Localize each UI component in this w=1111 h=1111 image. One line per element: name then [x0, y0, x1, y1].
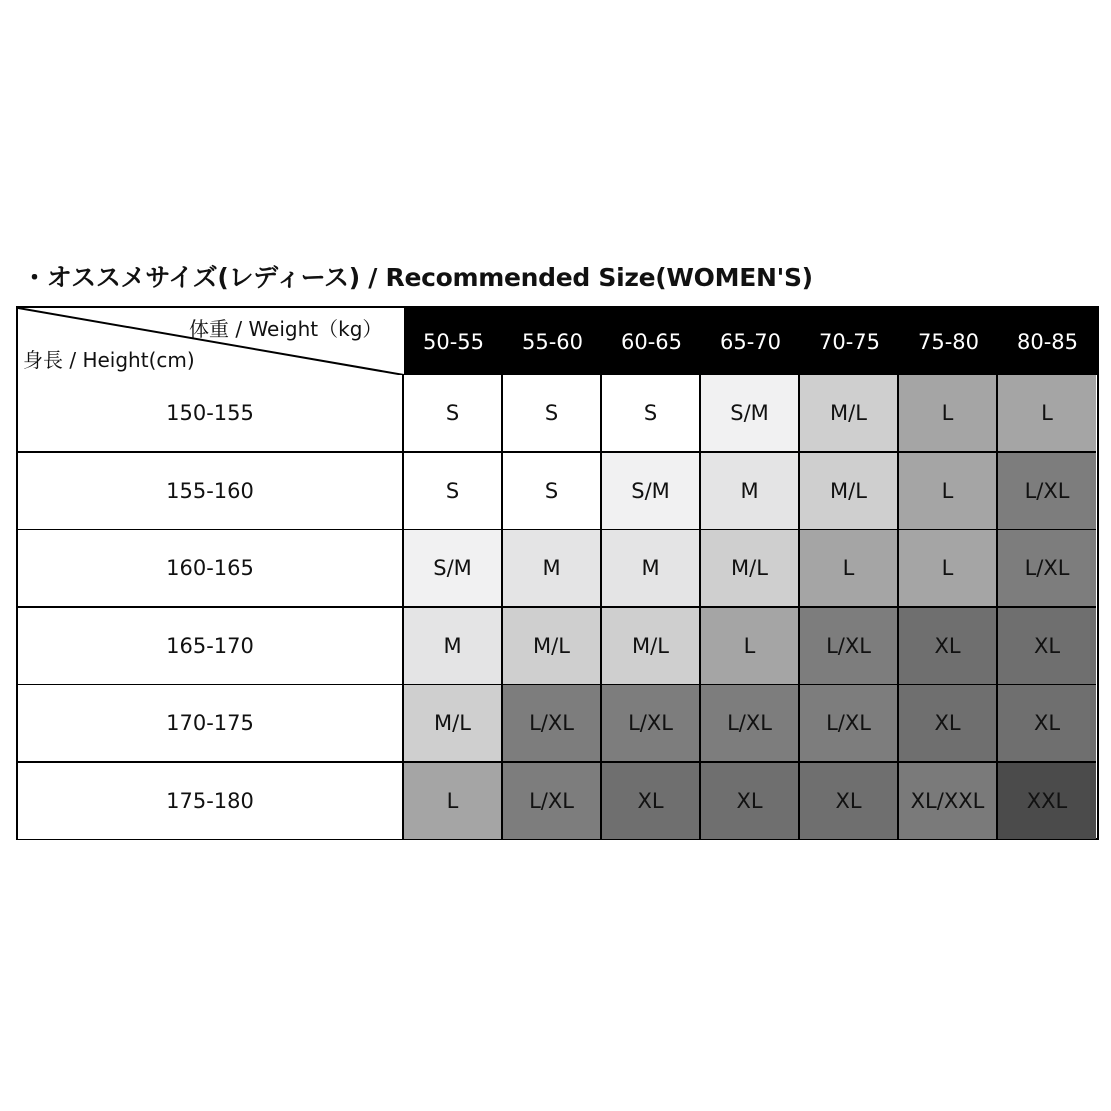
size-cell: XXL — [998, 763, 1096, 839]
size-cell: L — [899, 530, 998, 608]
size-cell: M — [404, 608, 503, 686]
table-row — [18, 763, 1097, 840]
height-label: 155-160 — [18, 453, 404, 531]
size-cell: L/XL — [800, 608, 899, 686]
size-cell: M — [701, 453, 800, 531]
size-cell: L/XL — [800, 685, 899, 763]
table-row — [18, 453, 1097, 530]
table-row — [18, 375, 1097, 452]
size-cell: S/M — [701, 375, 800, 453]
size-cell: M/L — [602, 608, 701, 686]
weight-header-75-80: 75-80 — [917, 329, 980, 354]
table-row — [18, 685, 1097, 762]
weight-header-55-60: 55-60 — [521, 329, 584, 354]
size-cell: S — [404, 453, 503, 531]
size-cell: L — [899, 453, 998, 531]
size-cell: S — [503, 375, 602, 453]
size-cell: XL/XXL — [899, 763, 998, 839]
size-cell: XL — [800, 763, 899, 839]
size-chart-table — [16, 306, 1099, 840]
size-cell: M/L — [800, 453, 899, 531]
table-header — [18, 308, 1097, 375]
size-cell: S — [503, 453, 602, 531]
size-cell: L — [800, 530, 899, 608]
weight-header-50-55: 50-55 — [422, 329, 485, 354]
size-cell: M/L — [800, 375, 899, 453]
height-label: 170-175 — [18, 685, 404, 763]
size-cell: M/L — [404, 685, 503, 763]
size-cell: L — [701, 608, 800, 686]
page-title: ・オススメサイズ(レディース) / Recommended Size(WOMEN'S) — [22, 263, 813, 292]
size-cell: L — [404, 763, 503, 839]
size-cell: M — [503, 530, 602, 608]
weight-header-80-85: 80-85 — [1016, 329, 1079, 354]
size-cell: XL — [701, 763, 800, 839]
size-cell: L/XL — [701, 685, 800, 763]
size-cell: L/XL — [998, 530, 1096, 608]
size-cell: L/XL — [503, 685, 602, 763]
size-cell: XL — [998, 608, 1096, 686]
weight-axis-label: 体重 / Weight（kg） — [189, 317, 383, 341]
size-cell: S/M — [404, 530, 503, 608]
size-cell: S/M — [602, 453, 701, 531]
size-cell: M/L — [503, 608, 602, 686]
size-cell: L — [998, 375, 1096, 453]
size-cell: L/XL — [998, 453, 1096, 531]
height-label: 175-180 — [18, 763, 404, 839]
weight-header-70-75: 70-75 — [818, 329, 881, 354]
size-cell: XL — [602, 763, 701, 839]
size-cell: M/L — [701, 530, 800, 608]
size-cell: L/XL — [602, 685, 701, 763]
size-cell: L/XL — [503, 763, 602, 839]
size-cell: XL — [998, 685, 1096, 763]
height-label: 165-170 — [18, 608, 404, 686]
size-cell: S — [602, 375, 701, 453]
height-label: 150-155 — [18, 375, 404, 453]
weight-header-65-70: 65-70 — [719, 329, 782, 354]
table-row — [18, 608, 1097, 685]
size-cell: XL — [899, 685, 998, 763]
height-axis-label: 身長 / Height(cm) — [23, 348, 195, 372]
size-cell: M — [602, 530, 701, 608]
size-cell: L — [899, 375, 998, 453]
header-corner-cell — [18, 308, 404, 375]
size-cell: S — [404, 375, 503, 453]
height-label: 160-165 — [18, 530, 404, 608]
weight-header-60-65: 60-65 — [620, 329, 683, 354]
size-cell: XL — [899, 608, 998, 686]
table-row — [18, 530, 1097, 607]
